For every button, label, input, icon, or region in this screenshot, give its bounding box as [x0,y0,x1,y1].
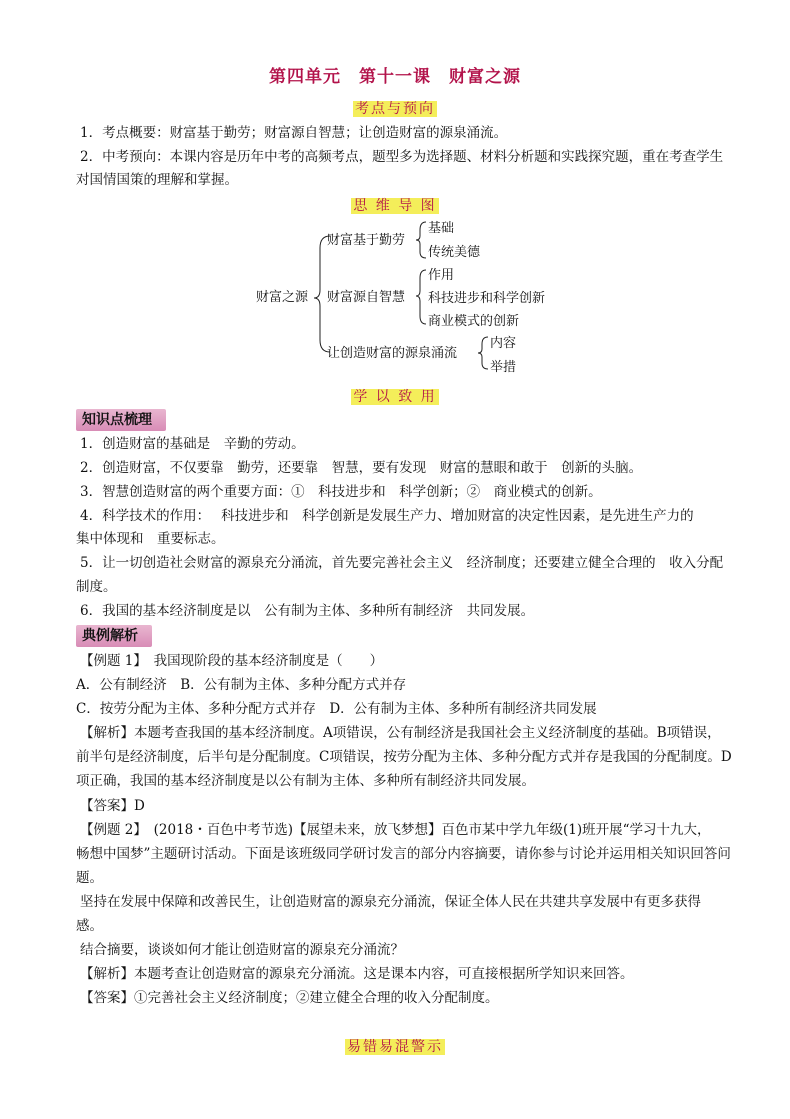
branch-diligence-child-1: 基础 [428,221,455,236]
knowledge-item-4-line-2: 集中体现和 重要标志。 [76,531,225,547]
branch-wisdom-child-2: 科技进步和科学创新 [428,291,546,306]
page-title: 第四单元 第十一课 财富之源 [269,67,521,87]
example-1-analysis-line-2: 前半句是经济制度，后半句是分配制度。C项错误，按劳分配为主体、多种分配方式并存是我国的分配制度。D [76,749,732,765]
root-brace [314,236,330,352]
example-1-question: 【例题 1】 我国现阶段的基本经济制度是（ ） [80,653,384,669]
badge-example-analysis: 典例解析 [76,625,152,647]
example-1-analysis-line-3: 项正确，我国的基本经济制度是以公有制为主体、多种所有制经济共同发展。 [76,773,535,789]
branch-wealth-flow: 让创造财富的源泉涌流 [327,346,458,361]
branch-diligence-brace [416,222,426,258]
section-label-common-mistakes [0,1036,790,1056]
example-2-answer: 【答案】①完善社会主义经济制度；②建立健全合理的收入分配制度。 [80,990,499,1006]
example-1-answer: 【答案】D [80,798,145,814]
example-2-material-line-1: 坚持在发展中保障和改善民生，让创造财富的源泉充分涌流，保证全体人民在共建共享发展中有更多获得 [80,894,701,910]
branch-wealth-flow-brace [478,337,488,369]
example-1-options-cd: C．按劳分配为主体、多种分配方式并存 D．公有制为主体、多种所有制经济共同发展 [76,701,597,717]
badge-knowledge-review: 知识点梳理 [76,409,166,431]
key-point-summary: 1．考点概要：财富基于勤劳；财富源自智慧；让创造财富的源泉涌流。 [80,125,508,141]
branch-wisdom: 财富源自智慧 [327,290,406,305]
knowledge-item-3: 3．智慧创造财富的两个重要方面：① 科技进步和 科学创新；② 商业模式的创新。 [80,484,602,500]
example-1-analysis-line-1: 【解析】本题考查我国的基本经济制度。A项错误，公有制经济是我国社会主义经济制度的基础。B项错误， [80,725,721,741]
branch-wealth-flow-child-1: 内容 [490,336,517,351]
example-2-ask: 结合摘要，谈谈如何才能让创造财富的源泉充分涌流？ [80,942,404,958]
section-label-text: 学 以 致 用 [353,389,437,405]
branch-diligence: 财富基于勤劳 [327,233,406,248]
knowledge-item-5-line-2: 制度。 [76,579,117,595]
knowledge-item-4-line-1: 4．科学技术的作用： 科技进步和 科学创新是发展生产力、增加财富的决定性因素，是先进生产力的 [80,508,694,524]
branch-wisdom-child-1: 作用 [428,268,455,283]
mind-map-root: 财富之源 [256,290,309,305]
knowledge-item-5-line-1: 5．让一切创造社会财富的源泉充分涌流，首先要完善社会主义 经济制度；还要建立健全合理的 收入分配 [80,555,724,571]
section-label-text: 考点与预向 [355,101,435,117]
branch-wisdom-child-3: 商业模式的创新 [428,314,520,329]
section-label-key-points [0,98,790,118]
section-label-text: 易错易混警示 [347,1039,443,1055]
section-label-mind-map [0,195,790,215]
example-2-question-line-1: 【例题 2】 (2018・百色中考节选)【展望未来，放飞梦想】百色市某中学九年级(1)班开展“学习十九大， [80,822,711,838]
example-2-question-line-2: 畅想中国梦”主题研讨活动。下面是该班级同学研讨发言的部分内容摘要，请你参与讨论并运用相关知识回答问 [76,846,731,862]
knowledge-item-6: 6．我国的基本经济制度是以 公有制为主体、多种所有制经济 共同发展。 [80,603,535,619]
example-2-question-line-3: 题。 [76,870,103,886]
example-2-analysis: 【解析】本题考查让创造财富的源泉充分涌流。这是课本内容，可直接根据所学知识来回答。 [80,966,634,982]
example-2-material-line-2: 感。 [76,918,103,934]
example-1-options-ab: A．公有制经济 B．公有制为主体、多种分配方式并存 [76,677,407,693]
knowledge-item-2: 2．创造财富，不仅要靠 勤劳，还要靠 智慧，要有发现 财富的慧眼和敢于 创新的头脑。 [80,460,643,476]
exam-forecast-line-2: 对国情国策的理解和掌握。 [76,172,238,188]
knowledge-item-1: 1．创造财富的基础是 辛勤的劳动。 [80,436,305,452]
exam-forecast-line-1: 2．中考预向：本课内容是历年中考的高频考点，题型多为选择题、材料分析题和实践探究题，重在考查学生 [80,149,724,165]
branch-wealth-flow-child-2: 举措 [490,360,517,375]
section-label-text: 思 维 导 图 [353,198,437,214]
section-label-apply [0,386,790,406]
branch-wisdom-brace [416,270,426,324]
branch-diligence-child-2: 传统美德 [428,245,481,260]
